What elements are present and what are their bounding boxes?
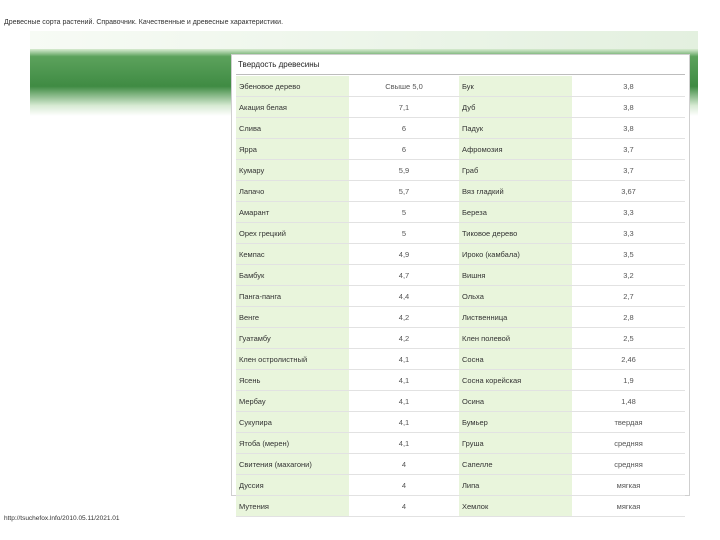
- wood-name-cell: Сапелле: [459, 454, 572, 475]
- wood-name-cell: Сосна: [459, 349, 572, 370]
- hardness-value-cell: 3,8: [572, 76, 685, 97]
- table-row: [236, 265, 685, 286]
- hardness-value-cell: 3,67: [572, 181, 685, 202]
- wood-name-cell: Липа: [459, 475, 572, 496]
- hardness-value-cell: 3,7: [572, 139, 685, 160]
- hardness-value-cell: 2,7: [572, 286, 685, 307]
- wood-name-cell: Груша: [459, 433, 572, 454]
- wood-name-cell: Венге: [236, 307, 349, 328]
- table-row: [236, 328, 685, 349]
- wood-name-cell: Кемпас: [236, 244, 349, 265]
- wood-name-cell: Дуссия: [236, 475, 349, 496]
- wood-name-cell: Мутения: [236, 496, 349, 517]
- hardness-value-cell: мягкая: [572, 496, 685, 517]
- hardness-value-cell: 4,1: [349, 391, 459, 412]
- hardness-value-cell: 4: [349, 454, 459, 475]
- hardness-value-cell: 2,46: [572, 349, 685, 370]
- wood-name-cell: Бумьер: [459, 412, 572, 433]
- wood-name-cell: Дуб: [459, 97, 572, 118]
- wood-name-cell: Хемлок: [459, 496, 572, 517]
- hardness-value-cell: 3,3: [572, 202, 685, 223]
- page-header-text: Древесные сорта растений. Справочник. Качественные и древесные характеристики.: [4, 19, 284, 26]
- wood-name-cell: Вишня: [459, 265, 572, 286]
- wood-name-cell: Свитения (махагони): [236, 454, 349, 475]
- hardness-value-cell: 4,7: [349, 265, 459, 286]
- table-row: [236, 139, 685, 160]
- hardness-value-cell: 5: [349, 202, 459, 223]
- hardness-value-cell: 2,5: [572, 328, 685, 349]
- hardness-value-cell: средняя: [572, 433, 685, 454]
- hardness-value-cell: мягкая: [572, 475, 685, 496]
- wood-name-cell: Орех грецкий: [236, 223, 349, 244]
- table-row: [236, 496, 685, 517]
- wood-name-cell: Граб: [459, 160, 572, 181]
- page-footer-url: http://tsuchefox.lnfo/2010.05.11/2021.01: [4, 515, 120, 522]
- wood-name-cell: Тиковое дерево: [459, 223, 572, 244]
- hardness-value-cell: 2,8: [572, 307, 685, 328]
- wood-name-cell: Бамбук: [236, 265, 349, 286]
- wood-name-cell: Клен остролистный: [236, 349, 349, 370]
- wood-name-cell: Ироко (камбала): [459, 244, 572, 265]
- hardness-value-cell: Свыше 5,0: [349, 76, 459, 97]
- wood-name-cell: Ясень: [236, 370, 349, 391]
- table-row: [236, 475, 685, 496]
- table-row: [236, 433, 685, 454]
- wood-name-cell: Осина: [459, 391, 572, 412]
- hardness-value-cell: 4,1: [349, 349, 459, 370]
- wood-name-cell: Ольха: [459, 286, 572, 307]
- hardness-value-cell: 5,9: [349, 160, 459, 181]
- table-row: [236, 118, 685, 139]
- hardness-value-cell: 3,3: [572, 223, 685, 244]
- wood-name-cell: Афромозия: [459, 139, 572, 160]
- hardness-value-cell: твердая: [572, 412, 685, 433]
- hardness-value-cell: 5: [349, 223, 459, 244]
- table-row: [236, 307, 685, 328]
- hardness-value-cell: 3,8: [572, 118, 685, 139]
- wood-name-cell: Вяз гладкий: [459, 181, 572, 202]
- table-row: [236, 286, 685, 307]
- table-row: [236, 412, 685, 433]
- table-row: [236, 202, 685, 223]
- hardness-value-cell: 6: [349, 139, 459, 160]
- wood-name-cell: Акация белая: [236, 97, 349, 118]
- wood-name-cell: Клен полевой: [459, 328, 572, 349]
- hardness-panel: [231, 54, 690, 511]
- wood-name-cell: Эбеновое дерево: [236, 76, 349, 97]
- wood-name-cell: Слива: [236, 118, 349, 139]
- hardness-value-cell: 4,1: [349, 412, 459, 433]
- wood-name-cell: Кумару: [236, 160, 349, 181]
- hardness-value-cell: 1,9: [572, 370, 685, 391]
- panel-title: Твердость древесины: [238, 60, 320, 69]
- wood-name-cell: Лапачо: [236, 181, 349, 202]
- wood-name-cell: Падук: [459, 118, 572, 139]
- hardness-value-cell: 4,1: [349, 370, 459, 391]
- hardness-value-cell: средняя: [572, 454, 685, 475]
- hardness-value-cell: 3,5: [572, 244, 685, 265]
- table-row: [236, 370, 685, 391]
- wood-name-cell: Гуатамбу: [236, 328, 349, 349]
- hardness-value-cell: 6: [349, 118, 459, 139]
- hardness-value-cell: 4: [349, 496, 459, 517]
- wood-name-cell: Береза: [459, 202, 572, 223]
- table-row: [236, 160, 685, 181]
- wood-name-cell: Бук: [459, 76, 572, 97]
- wood-name-cell: Лиственница: [459, 307, 572, 328]
- table-row: [236, 244, 685, 265]
- hardness-value-cell: 4,4: [349, 286, 459, 307]
- panel-title-divider: [236, 74, 685, 75]
- hardness-value-cell: 3,8: [572, 97, 685, 118]
- hardness-table-body: [236, 76, 685, 517]
- hardness-value-cell: 5,7: [349, 181, 459, 202]
- hardness-value-cell: 4,9: [349, 244, 459, 265]
- table-row: [236, 223, 685, 244]
- hardness-value-cell: 4,2: [349, 307, 459, 328]
- table-row: [236, 349, 685, 370]
- hardness-value-cell: 4,1: [349, 433, 459, 454]
- table-row: [236, 181, 685, 202]
- wood-name-cell: Мербау: [236, 391, 349, 412]
- hardness-value-cell: 4: [349, 475, 459, 496]
- table-row: [236, 76, 685, 97]
- hardness-value-cell: 3,2: [572, 265, 685, 286]
- hardness-value-cell: 7,1: [349, 97, 459, 118]
- hardness-table: [236, 76, 685, 517]
- hardness-value-cell: 1,48: [572, 391, 685, 412]
- wood-name-cell: Ятоба (мерен): [236, 433, 349, 454]
- banner-highlight: [30, 31, 698, 49]
- hardness-value-cell: 4,2: [349, 328, 459, 349]
- table-row: [236, 391, 685, 412]
- wood-name-cell: Сукупира: [236, 412, 349, 433]
- wood-name-cell: Сосна корейская: [459, 370, 572, 391]
- hardness-value-cell: 3,7: [572, 160, 685, 181]
- table-row: [236, 97, 685, 118]
- wood-name-cell: Ярра: [236, 139, 349, 160]
- table-row: [236, 454, 685, 475]
- wood-name-cell: Амарант: [236, 202, 349, 223]
- wood-name-cell: Панга-панга: [236, 286, 349, 307]
